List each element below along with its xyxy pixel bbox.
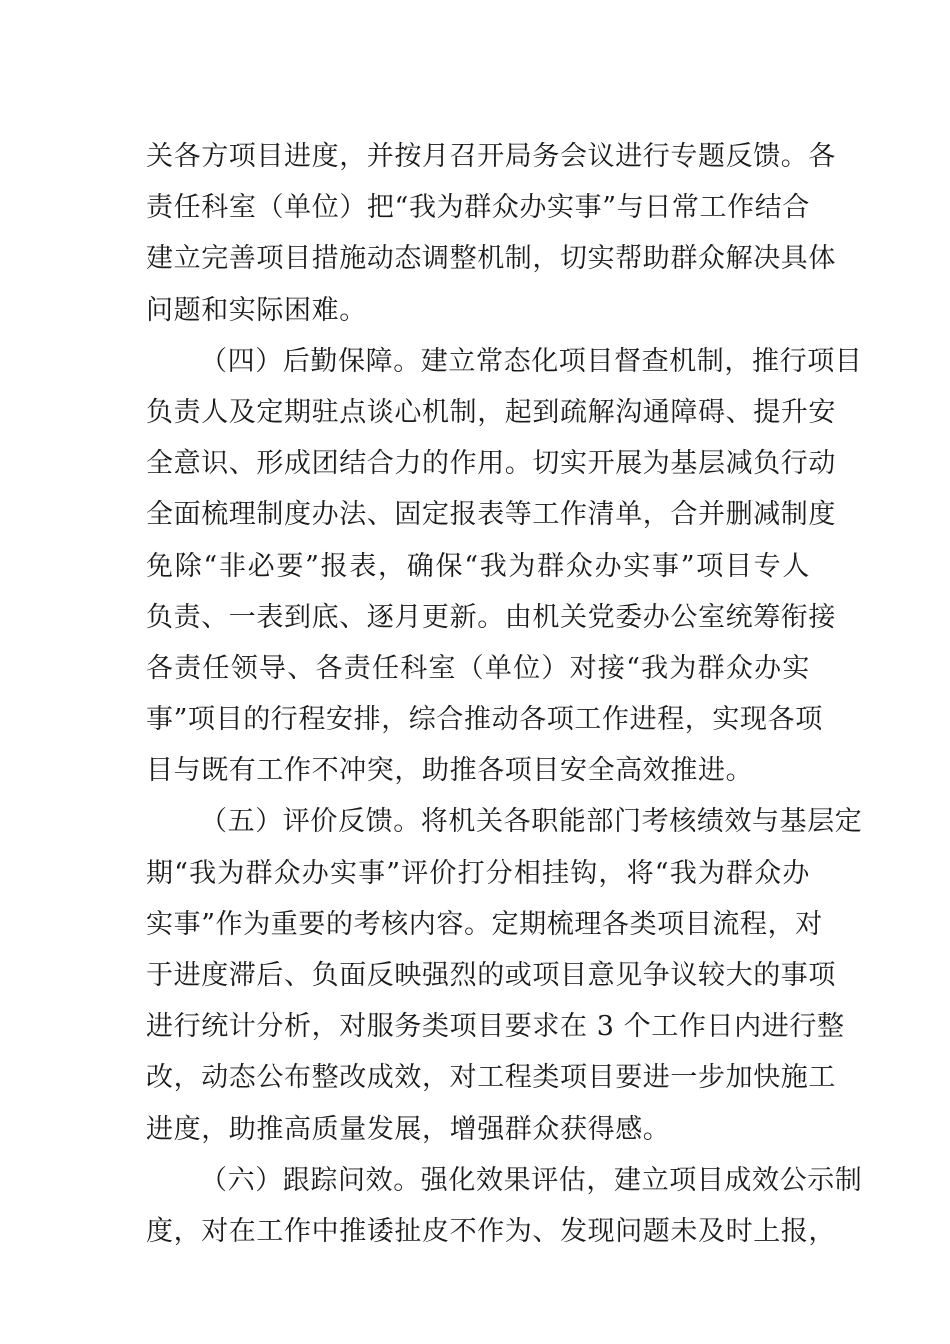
text-line: 关各方项目进度，并按月召开局务会议进行专题反馈。各: [146, 141, 836, 172]
text-line: 各责任领导、各责任科室（单位）对接“我为群众办实: [146, 652, 810, 684]
text-line: 事”项目的行程安排，综合推动各项工作进程，实现各项: [146, 704, 823, 736]
text-line: 全意识、形成团结合力的作用。切实开展为基层减负行动: [146, 448, 836, 480]
text-line: 问题和实际困难。: [146, 294, 367, 326]
text-line: 建立完善项目措施动态调整机制，切实帮助群众解决具体: [146, 243, 836, 275]
paragraph-heading-line: （五）评价反馈。将机关各职能部门考核绩效与基层定: [200, 806, 863, 838]
paragraph-heading-line: （六）跟踪问效。强化效果评估，建立项目成效公示制: [200, 1164, 863, 1196]
text-line: 进度，助推高质量发展，增强群众获得感。: [146, 1113, 671, 1145]
text-line: 负责人及定期驻点谈心机制，起到疏解沟通障碍、提升安: [146, 396, 836, 428]
text-line: 责任科室（单位）把“我为群众办实事”与日常工作结合: [146, 192, 810, 224]
text-line: 全面梳理制度办法、固定报表等工作清单，合并删减制度: [146, 499, 836, 531]
body-text: [146, 131, 863, 1257]
text-line: 实事”作为重要的考核内容。定期梳理各类项目流程，对: [146, 908, 823, 940]
paragraph-heading-line: （四）后勤保障。建立常态化项目督查机制，推行项目: [200, 345, 863, 377]
text-line: 免除“非必要”报表，确保“我为群众办实事”项目专人: [146, 550, 810, 582]
text-line: 期“我为群众办实事”评价打分相挂钩，将“我为群众办: [146, 857, 810, 889]
text-line: 目与既有工作不冲突，助推各项目安全高效推进。: [146, 755, 754, 787]
text-line: 于进度滞后、负面反映强烈的或项目意见争议较大的事项: [146, 960, 836, 991]
text-line: 负责、一表到底、逐月更新。由机关党委办公室统筹衔接: [146, 601, 836, 633]
text-line: 度，对在工作中推诿扯皮不作为、发现问题未及时上报，: [146, 1215, 836, 1247]
text-line: 进行统计分析，对服务类项目要求在 3 个工作日内进行整: [146, 1011, 845, 1043]
text-line: 改，动态公布整改成效，对工程类项目要进一步加快施工: [146, 1062, 836, 1094]
